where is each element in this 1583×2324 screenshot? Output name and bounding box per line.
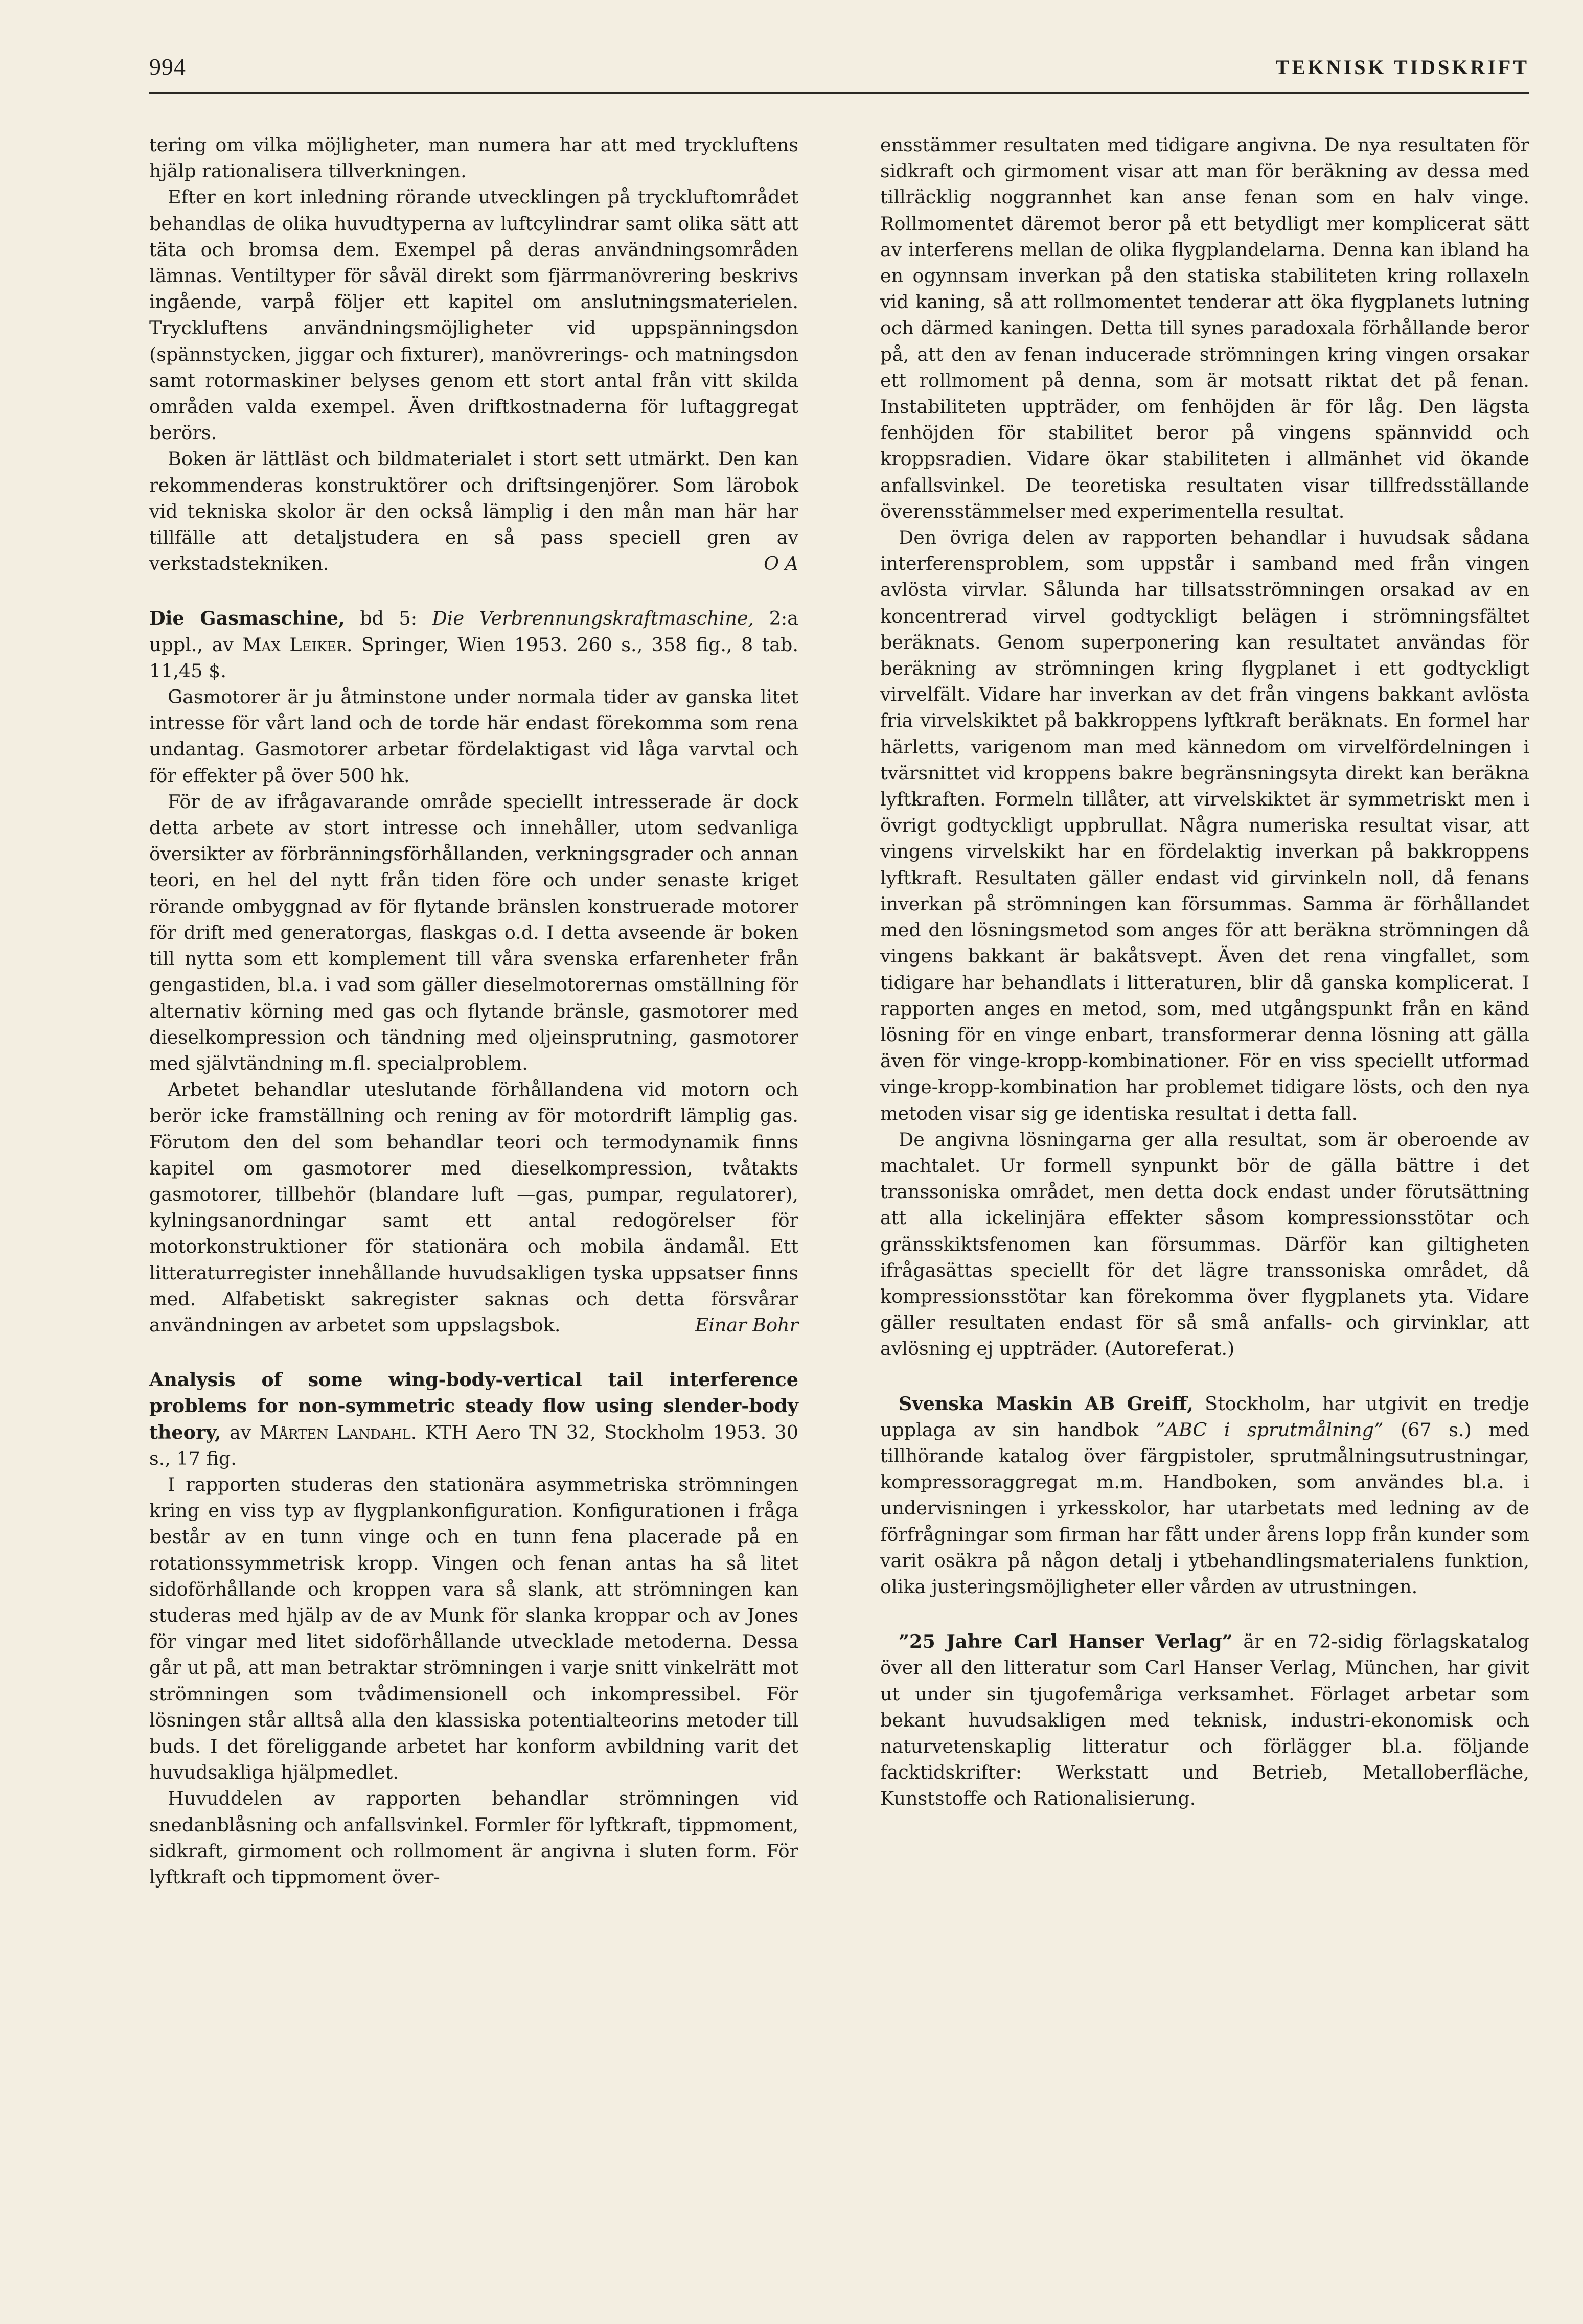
gasmaschine-edition: 2:a uppl., av (149, 607, 798, 656)
greiff-title: Svenska Maskin AB Greiff, (899, 1392, 1194, 1415)
wing-continuation-paragraph-3: De angivna lösningarna ger alla resultat, som är oberoende av machtalet. Ur formell synpunkt bör de gälla bättre i det transsoniska området, men detta dock endast under förutsättning att alla ickelinjära effekter såsom kompressionsstötar och gränsskiktsfenomen kan försummas. Därför kan giltigheten ifrågasättas speciellt för det lägre transsoniska området, då kompressionsstötar kan förekomma över flygplanets yta. Vidare gäller resultaten endast för så små anfalls- och girvinklar, att avlösning ej uppträder. (Autoreferat.) (880, 1128, 1529, 1360)
gasmaschine-volume: bd 5: (345, 607, 432, 630)
intro-signature: O A (764, 553, 798, 575)
intro-paragraph-1: tering om vilka möjligheter, man numera har att med tryckluftens hjälp rationalisera tillverkningen. (149, 134, 798, 182)
wing-by: av (221, 1421, 260, 1443)
wing-paragraph-1: I rapporten studeras den stationära asymmetriska strömningen kring en viss typ av flygplankonfiguration. Konfigurationen i fråga består av en tunn vinge och en tunn fena placerade på en rotationssymmetrisk kropp. Vingen och fenan antas ha så litet sidoförhållande och kroppen vara så slank, att strömningen kan studeras med hjälp av de av Munk för slanka kroppar och av Jones för vingar med litet sidoförhållande utvecklade metoderna. Dessa går ut på, att man betraktar strömningen i varje snitt vinkelrätt mot strömningen som tvådimensionell och inkompressibel. För lösningen står alltså alla den klassiska potentialteorins metoder till buds. I det föreliggande arbetet har konform avbildning varit det huvudsakliga hjälpmedlet. (149, 1473, 798, 1784)
gasmaschine-subtitle: Die Verbrennungskraftmaschine, (432, 607, 754, 630)
left-column (149, 132, 798, 1890)
page-number: 994 (149, 54, 186, 80)
wing-heading (149, 1367, 798, 1471)
wing-publisher: . KTH Aero TN 32, Stockholm 1953. 30 s., 17 fig. (149, 1421, 798, 1469)
gasmaschine-heading (149, 605, 798, 684)
gasmaschine-paragraph-3 (149, 1076, 798, 1338)
intro-paragraph-3 (149, 446, 798, 577)
gasmaschine-author: Max Leiker (242, 633, 347, 656)
wing-title: Analysis of some wing-body-vertical tail interference problems for non-symmetric steady flow using slender-body theory, (149, 1369, 798, 1443)
page-header (149, 49, 1529, 95)
greiff-text-1: Stockholm, har utgivit en tredje upplaga av sin handbok (880, 1392, 1530, 1441)
section-gap (149, 1338, 798, 1367)
wing-author: Mårten Landahl (259, 1421, 411, 1443)
wing-continuation-paragraph-2: Den övriga delen av rapporten behandlar i huvudsak sådana interferensproblem, som uppstår i samband med från vingen avlösta virvlar. Sålunda har tillsatsströmningen orsakad av en koncentrerad virvel godtyckligt belägen i strömningsfältet beräknats. Genom superponering kan resultatet användas för beräkning av strömningen kring flygplanet i ett godtyckligt virvelfält. Vidare har inverkan av det från vingens bakkant avlösta fria virvelskiktet på bakkroppens lyftkraft beräknats. En formel har härletts, varigenom man med kännedom om virvelfördelningen i tvärsnittet vid kroppens bakre begränsningsyta direkt kan beräkna lyftkraften. Formeln tillåter, att virvelskiktet är symmetriskt men i övrigt godtyckligt uppbrullat. Några numeriska resultat visar, att vingens virvelskikt har en fördelaktig inverkan på bakkroppens lyftkraft. Resultaten gäller endast vid girvinkeln noll, då fenans inverkan på strömningen kan försummas. Samma är förhållandet med den lösningsmetod som anges för att beräkna strömningen då vingens bakkant är bakåtsvept. Även det rena vingfallet, som tidigare har behandlats i litteraturen, blir då ganska komplicerat. I rapporten anges en metod, som, med utgångspunkt från en känd lösning för en vinge enbart, transformerar denna lösning att gälla även för vinge-kropp-kombinationer. För en viss speciellt utformad vinge-kropp-kombination har problemet tidigare lösts, och den nya metoden visar sig ge identiska resultat i detta fall. (880, 526, 1529, 1124)
journal-name: TEKNISK TIDSKRIFT (1275, 56, 1529, 79)
gasmaschine-title: Die Gasmaschine, (149, 607, 345, 630)
right-column (880, 132, 1529, 1812)
section-gap (880, 1362, 1529, 1391)
hanser-paragraph (880, 1628, 1529, 1811)
gasmaschine-signature: Einar Bohr (695, 1314, 798, 1336)
section-gap (149, 577, 798, 605)
hanser-title: ”25 Jahre Carl Hanser Verlag” (899, 1630, 1233, 1653)
greiff-paragraph (880, 1391, 1529, 1600)
intro-paragraph-3-text: Boken är lättläst och bildmaterialet i stort sett utmärkt. Den kan rekommenderas konstruktörer och driftsingenjörer. Som lärobok vid tekniska skolor är den också lämplig i den mån man här har tillfälle att detaljstudera en så pass speciell gren av verkstadstekniken. (149, 448, 798, 575)
section-gap (880, 1600, 1529, 1628)
wing-continuation-paragraph-1: ensstämmer resultaten med tidigare angivna. De nya resultaten för sidkraft och girmoment visar att man för beräkning av dessa med tillräcklig noggrannhet kan anse fenan som en halv vinge. Rollmomentet däremot beror på ett betydligt mer komplicerat sätt av interferens mellan de olika flygplandelarna. Denna kan ibland ha en ogynnsam inverkan på den statiska stabiliteten kring rollaxeln vid kaning, så att rollmomentet tenderar att öka flygplanets lutning och därmed kaningen. Detta till synes paradoxala förhållande beror på, att den av fenan inducerade strömningen kring vingen orsakar ett rollmoment på denna, som är motsatt riktat det på fenan. Instabiliteten uppträder, om fenhöjden är för låg. Den lägsta fenhöjden för stabilitet beror på vingens spännvidd och kroppsradien. Vidare ökar stabiliteten i allmänhet vid ökande anfallsvinkel. De teoretiska resultaten visar tillfredsställande överensstämmelser med experimentella resultat. (880, 134, 1529, 522)
gasmaschine-paragraph-3-text: Arbetet behandlar uteslutande förhållandena vid motorn och berör icke framställning och rening av för motordrift lämplig gas. Förutom den del som behandlar teori och termodynamik finns kapitel om gasmotorer med dieselkompression, tvåtakts gasmotorer, tillbehör (blandare luft —gas, pumpar, regulatorer), kylningsanordningar samt ett antal redogörelser för motorkonstruktioner för stationära och mobila ändamål. Ett litteraturregister innehållande huvudsakligen tyska uppsatser finns med. Alfabetiskt sakregister saknas och detta försvårar användningen av arbetet som uppslagsbok. (149, 1078, 798, 1336)
header-rule (149, 92, 1529, 94)
greiff-book-title: ”ABC i sprutmålning” (1155, 1418, 1384, 1441)
gasmaschine-paragraph-1: Gasmotorer är ju åtminstone under normala tider av ganska litet intresse för vårt land och de torde här endast förekomma som rena undantag. Gasmotorer arbetar fördelaktigast vid låga varvtal och för effekter på över 500 hk. (149, 686, 798, 787)
gasmaschine-publisher: . Springer, Wien 1953. 260 s., 358 fig., 8 tab. 11,45 $. (149, 633, 799, 682)
hanser-text: är en 72-sidig förlagskatalog över all den litteratur som Carl Hanser Verlag, München, har givit ut under sin tjugofemåriga verksamhet. Förlaget arbetar som bekant huvudsakligen med teknisk, industri-ekonomisk och naturvetenskaplig litteratur och förlägger bl.a. följande facktidskrifter: Werkstatt und Betrieb, Metalloberfläche, Kunststoffe och Rationalisierung. (880, 1630, 1529, 1810)
greiff-text-2: (67 s.) med tillhörande katalog över färgpistoler, sprutmålningsutrustningar, kompressoraggregat m.m. Handboken, som användes bl.a. i undervisningen i yrkesskolor, har utarbetats med ledning av de förfrågningar som firman har fått under årens lopp från kunder som varit osäkra på någon detalj i ytbehandlingsmaterialens funktion, olika justeringsmöjligheter eller vården av utrustningen. (880, 1418, 1529, 1598)
wing-paragraph-2: Huvuddelen av rapporten behandlar strömningen vid snedanblåsning och anfallsvinkel. Formler för lyftkraft, tippmoment, sidkraft, girmoment och rollmoment är angivna i sluten form. För lyftkraft och tippmoment över- (149, 1787, 798, 1888)
gasmaschine-paragraph-2: För de av ifrågavarande område speciellt intresserade är dock detta arbete av stort intresse och innehåller, utom sedvanliga översikter av förbränningsförhållanden, verkningsgrader och annan teori, en hel del nytt från tiden före och under senaste kriget rörande ombyggnad av för flytande bränslen konstruerade motorer för drift med generatorgas, flaskgas o.d. I detta avseende är boken till nytta som ett komplement till våra svenska erfarenheter från gengastiden, bl.a. i vad som gäller dieselmotorernas omställning för alternativ körning med gas och flytande bränsle, gasmotorer med dieselkompression och tändning med oljeinsprutning, gasmotorer med självtändning m.fl. specialproblem. (149, 790, 798, 1074)
intro-paragraph-2: Efter en kort inledning rörande utvecklingen på tryckluftområdet behandlas de olika huvudtyperna av luftcylindrar samt olika sätt att täta och bromsa dem. Exempel på deras användningsområden lämnas. Ventiltyper för såväl direkt som fjärrmanövrering beskrivs ingående, varpå följer ett kapitel om anslutningsmaterielen. Tryckluftens användningsmöjligheter vid uppspänningsdon (spännstycken, jiggar och fixturer), manövrerings- och matningsdon samt rotormaskiner belyses genom ett stort antal från vitt skilda områden valda exempel. Även driftkostnaderna för luftaggregat berörs. (149, 186, 798, 444)
